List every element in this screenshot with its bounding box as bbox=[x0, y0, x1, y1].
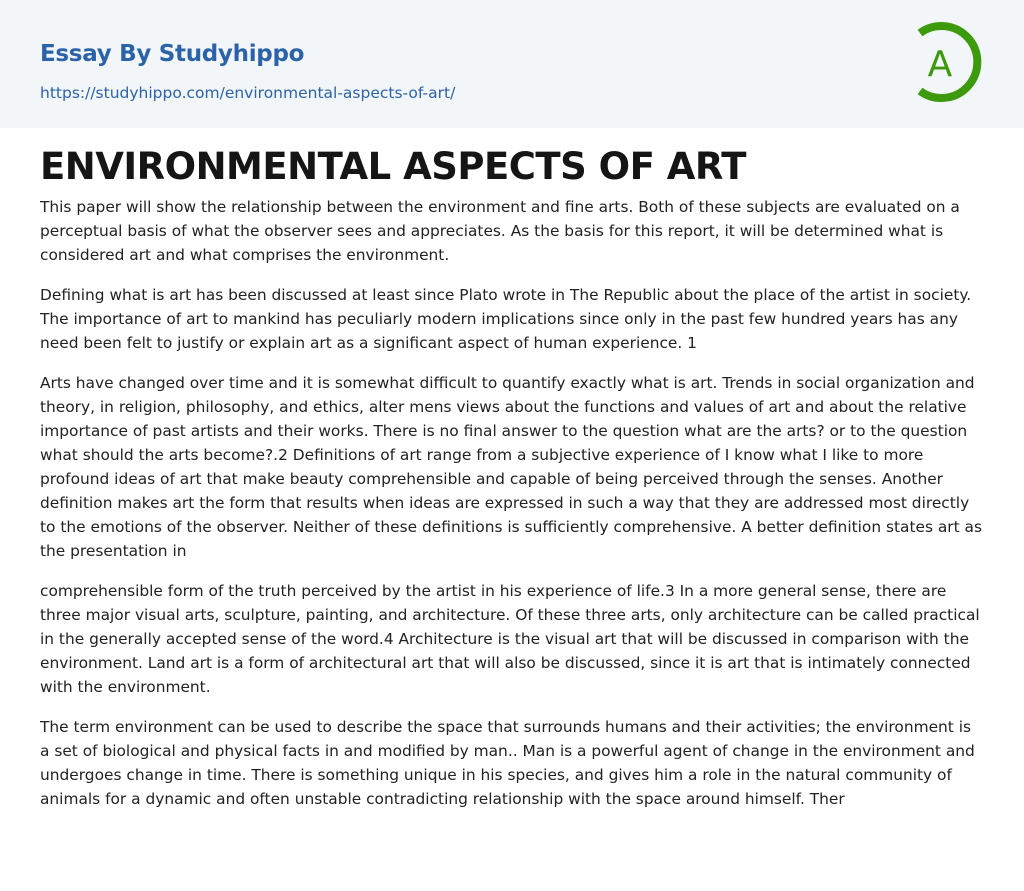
essay-body bbox=[40, 195, 985, 827]
paragraph: Defining what is art has been discussed at least since Plato wrote in The Republic about the place of the artist in society. The importance of art to mankind has peculiarly modern implications since only in the past few hundred years has any need been felt to justify or explain art as a significant aspect of human experience. 1 bbox=[40, 286, 972, 352]
paragraph: This paper will show the relationship between the environment and fine arts. Both of these subjects are evaluated on a perceptual basis of what the observer sees and appreciates. As the basis for this report, it will be determined what is considered art and what comprises the environment. bbox=[40, 198, 960, 264]
paragraph: comprehensible form of the truth perceived by the artist in his experience of life.3 In a more general sense, there are three major visual arts, sculpture, painting, and architecture. Of these three arts, only architecture can be called practical in the generally accepted sense of the word.4 Architecture is the visual art that will be discussed in comparison with the environment. Land art is a form of architectural art that will also be discussed, since it is art that is intimately connected with the environment. bbox=[40, 582, 980, 696]
logo-letter: A bbox=[927, 44, 953, 85]
paragraph: The term environment can be used to describe the space that surrounds humans and their activities; the environment is a set of biological and physical facts in and modified by man.. Man is a powerful agent of change in the environment and undergoes change in time. There is something unique in his species, and gives him a role in the natural community of animals for a dynamic and often unstable contradicting relationship with the space around himself. Ther bbox=[40, 718, 975, 808]
essay-url-link[interactable]: https://studyhippo.com/environmental-aspects-of-art/ bbox=[40, 84, 456, 102]
paragraph: Arts have changed over time and it is somewhat difficult to quantify exactly what is art. Trends in social organization and theory, in religion, philosophy, and ethics, alter mens views about the functions and values of art and about the relative importance of past artists and their works. There is no final answer to the question what are the arts? or to the question what should the arts become?.2 Definitions of art range from a subjective experience of I know what I like to more profound ideas of art that make beauty comprehensible and capable of being perceived through the senses. Another definition makes art the form that results when ideas are expressed in such a way that they are addressed most directly to the emotions of the observer. Neither of these definitions is sufficiently comprehensive. A better definition states art as the presentation in bbox=[40, 374, 982, 560]
studyhippo-logo-icon[interactable] bbox=[912, 20, 986, 104]
site-header bbox=[0, 0, 1024, 128]
page-title: ENVIRONMENTAL ASPECTS OF ART bbox=[40, 145, 746, 188]
brand-title[interactable]: Essay By Studyhippo bbox=[40, 41, 305, 67]
